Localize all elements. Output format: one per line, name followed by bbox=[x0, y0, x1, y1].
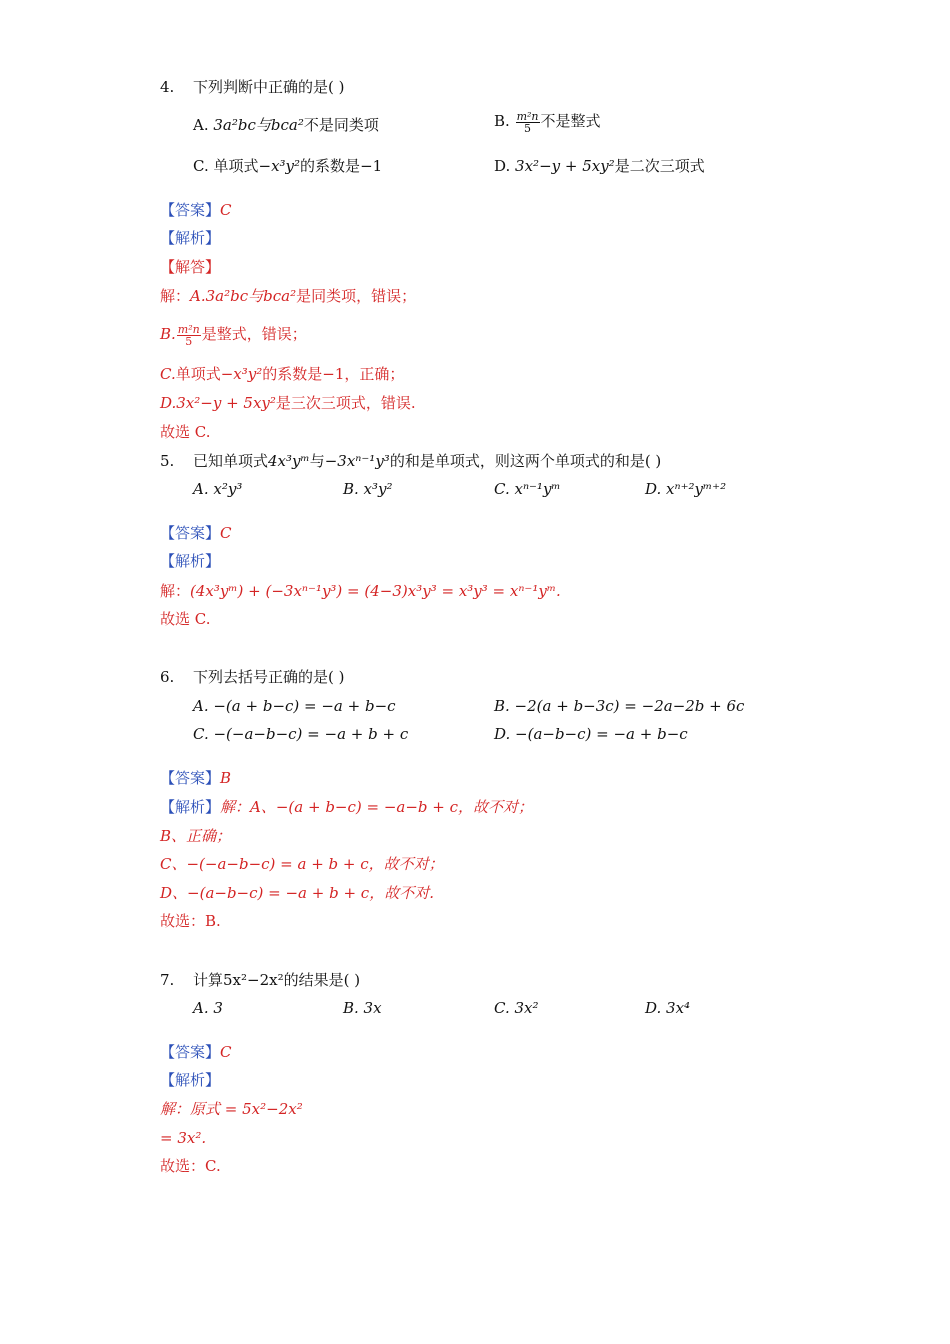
q6-analysis: 【解析】解：A、−(a + b−c) = −a−b + c，故不对； bbox=[160, 798, 534, 816]
q4-answer: 【答案】C bbox=[160, 201, 232, 219]
q4-stem: 下列判断中正确的是( ) bbox=[193, 78, 345, 96]
q4-solution-line-2: B. $\frac{\text{m²n}}{5}$ 是整式，错误； bbox=[160, 322, 307, 348]
q6-stem: 下列去括号正确的是( ) bbox=[193, 668, 345, 686]
q7-conclusion: 故选：C. bbox=[160, 1157, 221, 1175]
q6-conclusion: 故选：B. bbox=[160, 912, 221, 930]
q6-option-c: C. −(−a−b−c) = −a + b + c bbox=[193, 725, 409, 743]
q6-solution-line-4: D、−(a−b−c) = −a + b + c，故不对. bbox=[160, 884, 434, 902]
q7-solution-line-2: = 3x². bbox=[160, 1129, 207, 1147]
q6-answer: 【答案】B bbox=[160, 769, 232, 787]
q6-number: 6. bbox=[160, 668, 175, 686]
q5-option-c: C. xⁿ⁻¹yᵐ bbox=[494, 480, 561, 498]
q4-solution-fraction: $\frac{\text{m²n}}{5}$ bbox=[177, 322, 200, 348]
q7-number: 7. bbox=[160, 971, 175, 989]
q5-option-a: A. x²y³ bbox=[193, 480, 243, 498]
q5-solution-line: 解：(4x³yᵐ) + (−3xⁿ⁻¹y³) = (4−3)x³y³ = x³y³ = xⁿ⁻¹yᵐ. bbox=[160, 582, 561, 600]
q7-option-a: A. 3 bbox=[193, 999, 223, 1017]
q7-option-b: B. 3x bbox=[343, 999, 382, 1017]
q6-solution-line-2: B、正确； bbox=[160, 827, 232, 845]
q5-option-b: B. x³y² bbox=[343, 480, 393, 498]
q5-analysis-tag: 【解析】 bbox=[160, 552, 221, 570]
q4-solution-line-1: 解：A.3a²bc与bca²是同类项，错误； bbox=[160, 287, 417, 305]
q4-analysis-tag: 【解析】 bbox=[160, 229, 221, 247]
q7-stem: 计算5x²−2x²的结果是( ) bbox=[193, 971, 361, 989]
q7-answer: 【答案】C bbox=[160, 1043, 232, 1061]
q7-option-c: C. 3x² bbox=[494, 999, 539, 1017]
q4-option-a: A. 3a²bc与bca²不是同类项 bbox=[193, 116, 379, 134]
q4-solution-tag: 【解答】 bbox=[160, 258, 221, 276]
q4-option-b-fraction: $\frac{\text{m²n}}{5}$ bbox=[516, 109, 539, 135]
q6-option-d: D. −(a−b−c) = −a + b−c bbox=[494, 725, 688, 743]
q4-number: 4. bbox=[160, 78, 175, 96]
q4-option-d: D. 3x²−y + 5xy²是二次三项式 bbox=[494, 157, 705, 175]
q7-solution-line-1: 解：原式 = 5x²−2x² bbox=[160, 1100, 303, 1118]
q5-number: 5. bbox=[160, 452, 175, 470]
q5-conclusion: 故选 C. bbox=[160, 610, 211, 628]
q6-option-b: B. −2(a + b−3c) = −2a−2b + 6c bbox=[494, 697, 745, 715]
q5-option-d: D. xⁿ⁺²yᵐ⁺² bbox=[645, 480, 727, 498]
q4-conclusion: 故选 C. bbox=[160, 423, 211, 441]
q7-analysis-tag: 【解析】 bbox=[160, 1071, 221, 1089]
q5-answer: 【答案】C bbox=[160, 524, 232, 542]
q7-option-d: D. 3x⁴ bbox=[645, 999, 691, 1017]
q4-solution-line-4: D.3x²−y + 5xy²是三次三项式，错误. bbox=[160, 394, 416, 412]
q6-option-a: A. −(a + b−c) = −a + b−c bbox=[193, 697, 396, 715]
q6-solution-line-3: C、−(−a−b−c) = a + b + c，故不对； bbox=[160, 855, 444, 873]
q4-option-b: B. $\frac{\text{m²n}}{5}$ 不是整式 bbox=[494, 109, 601, 135]
q4-solution-line-3: C.单项式−x³y²的系数是−1，正确； bbox=[160, 365, 405, 383]
q5-stem: 已知单项式4x³yᵐ与−3xⁿ⁻¹y³的和是单项式，则这两个单项式的和是( ) bbox=[193, 452, 662, 470]
q4-option-c: C. 单项式−x³y²的系数是−1 bbox=[193, 157, 383, 175]
